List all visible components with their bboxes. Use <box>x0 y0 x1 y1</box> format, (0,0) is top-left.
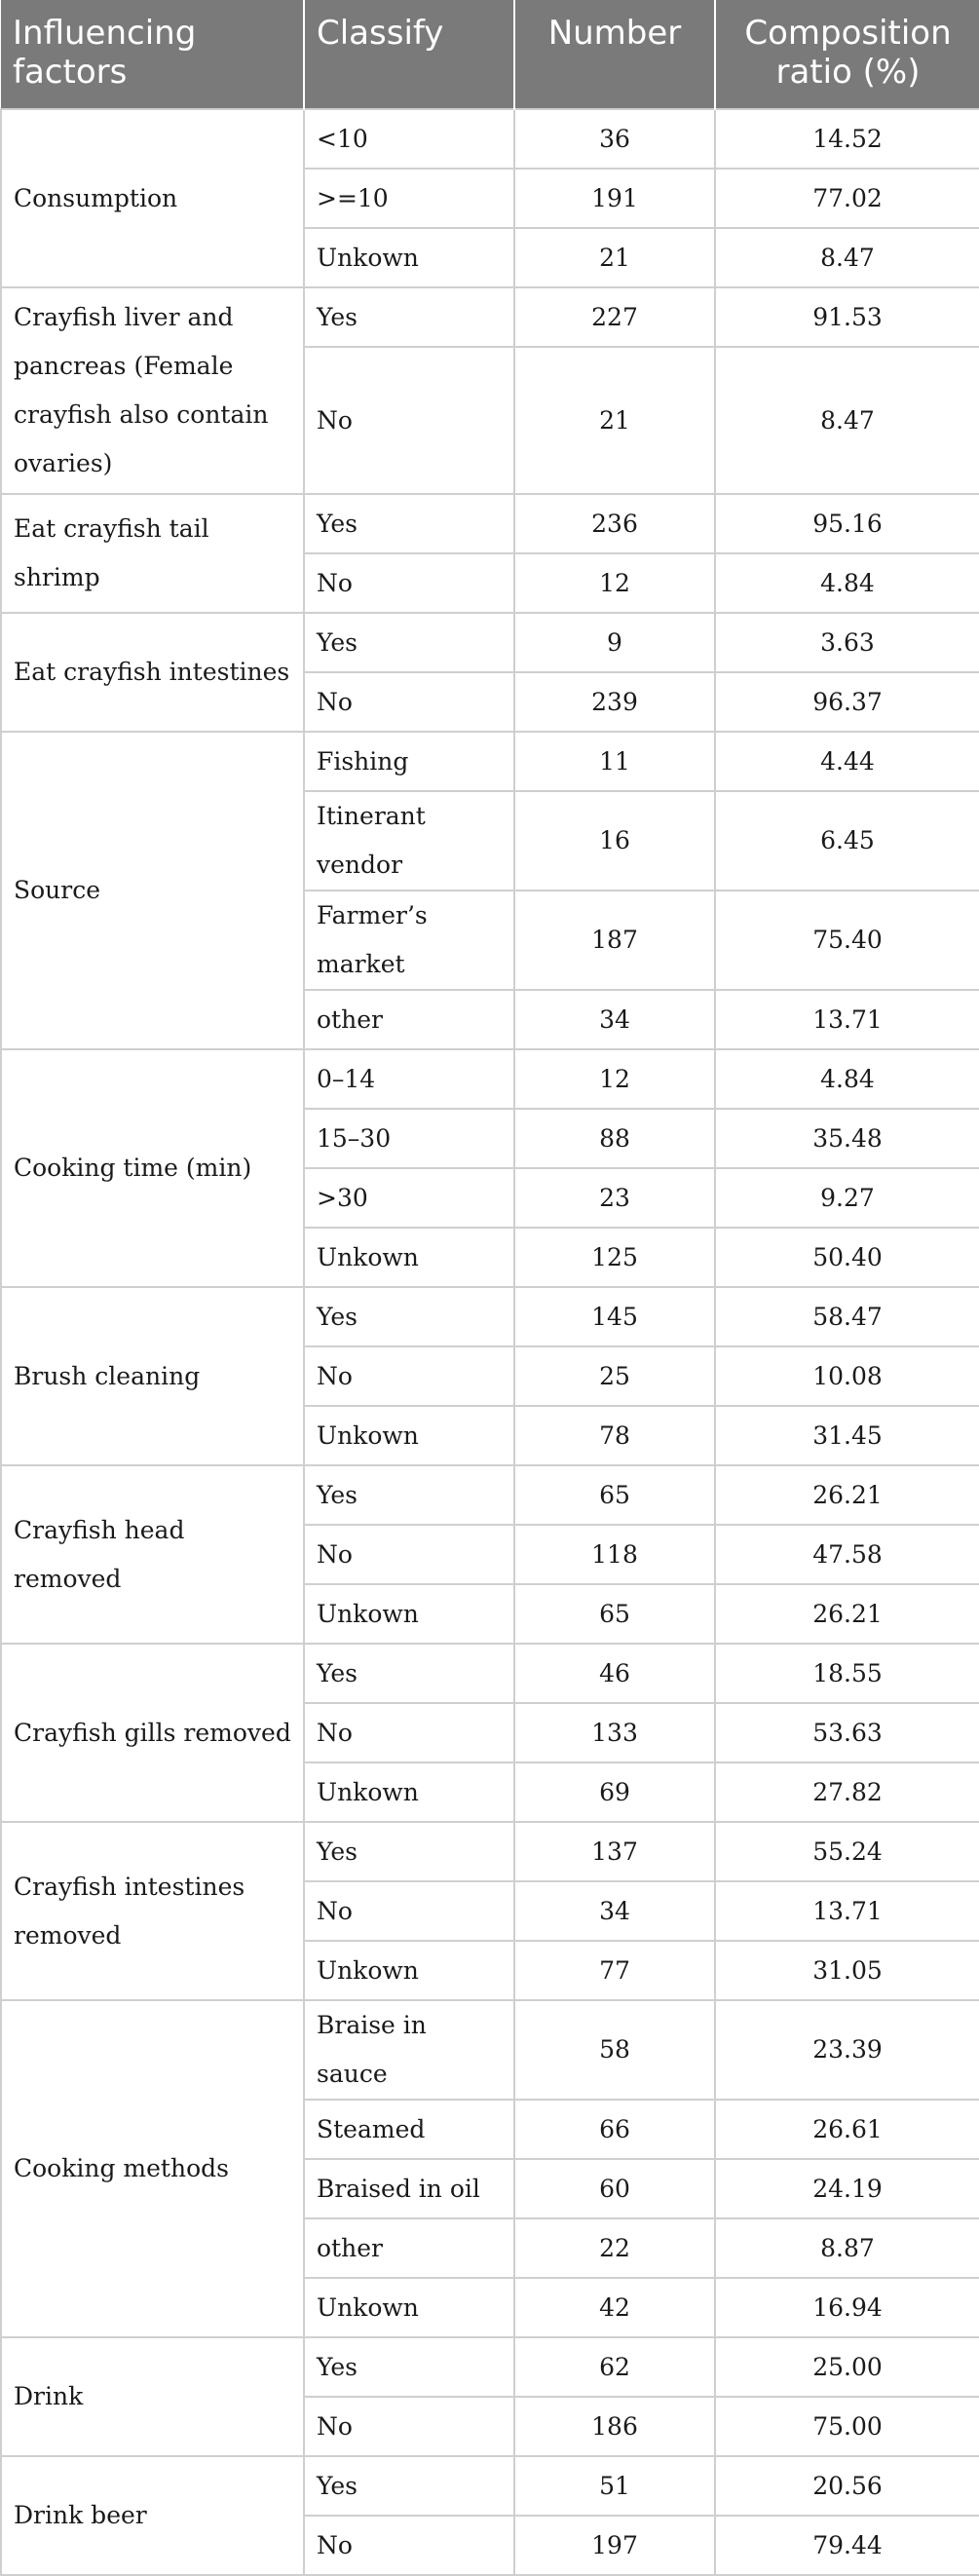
number-cell: 186 <box>514 2397 715 2456</box>
classify-cell: Yes <box>304 1644 514 1703</box>
classify-cell: 0–14 <box>304 1049 514 1109</box>
number-cell: 125 <box>514 1228 715 1287</box>
number-cell: 88 <box>514 1109 715 1168</box>
ratio-cell: 79.44 <box>715 2516 979 2575</box>
number-cell: 36 <box>514 109 715 169</box>
ratio-cell: 26.61 <box>715 2100 979 2159</box>
classify-cell: No <box>304 1525 514 1584</box>
number-cell: 65 <box>514 1584 715 1644</box>
factor-cell: Consumption <box>1 109 304 287</box>
number-cell: 21 <box>514 228 715 287</box>
ratio-cell: 4.44 <box>715 732 979 791</box>
factor-cell: Drink beer <box>1 2456 304 2575</box>
ratio-cell: 3.63 <box>715 613 979 672</box>
factor-cell: Crayfish liver and pancreas (Female crayfish also contain ovaries) <box>1 287 304 494</box>
factor-cell: Source <box>1 732 304 1049</box>
number-cell: 77 <box>514 1941 715 2000</box>
classify-cell: Yes <box>304 1287 514 1346</box>
table-row <box>1 1049 979 1109</box>
number-cell: 191 <box>514 169 715 228</box>
number-cell: 42 <box>514 2278 715 2337</box>
classify-cell: Farmer’s market <box>304 890 514 990</box>
ratio-cell: 75.00 <box>715 2397 979 2456</box>
number-cell: 145 <box>514 1287 715 1346</box>
number-cell: 187 <box>514 890 715 990</box>
number-cell: 22 <box>514 2218 715 2278</box>
ratio-cell: 8.47 <box>715 347 979 494</box>
number-cell: 65 <box>514 1465 715 1525</box>
table-row <box>1 287 979 347</box>
ratio-cell: 13.71 <box>715 990 979 1049</box>
table-row <box>1 1644 979 1703</box>
ratio-cell: 16.94 <box>715 2278 979 2337</box>
table-row <box>1 2456 979 2516</box>
classify-cell: Yes <box>304 1822 514 1881</box>
factor-cell: Brush cleaning <box>1 1287 304 1465</box>
number-cell: 69 <box>514 1762 715 1822</box>
ratio-cell: 27.82 <box>715 1762 979 1822</box>
table-row <box>1 1465 979 1525</box>
ratio-cell: 50.40 <box>715 1228 979 1287</box>
ratio-cell: 10.08 <box>715 1346 979 1406</box>
classify-cell: >=10 <box>304 169 514 228</box>
ratio-cell: 8.87 <box>715 2218 979 2278</box>
classify-cell: Braise in sauce <box>304 2000 514 2100</box>
classify-cell: No <box>304 1346 514 1406</box>
ratio-cell: 26.21 <box>715 1584 979 1644</box>
header-number: Number <box>514 0 715 109</box>
ratio-cell: 25.00 <box>715 2337 979 2397</box>
number-cell: 23 <box>514 1168 715 1228</box>
classify-cell: Braised in oil <box>304 2159 514 2218</box>
number-cell: 137 <box>514 1822 715 1881</box>
classify-cell: Yes <box>304 287 514 347</box>
ratio-cell: 20.56 <box>715 2456 979 2516</box>
table-row <box>1 1822 979 1881</box>
factor-cell: Cooking time (min) <box>1 1049 304 1287</box>
ratio-cell: 47.58 <box>715 1525 979 1584</box>
classify-cell: No <box>304 1703 514 1762</box>
ratio-cell: 6.45 <box>715 791 979 890</box>
classify-cell: Unkown <box>304 2278 514 2337</box>
factor-cell: Eat crayfish intestines <box>1 613 304 732</box>
factor-cell: Crayfish head removed <box>1 1465 304 1644</box>
table-row <box>1 732 979 791</box>
factor-cell: Cooking methods <box>1 2000 304 2337</box>
number-cell: 66 <box>514 2100 715 2159</box>
classify-cell: <10 <box>304 109 514 169</box>
header-row <box>1 0 979 109</box>
classify-cell: Fishing <box>304 732 514 791</box>
factor-cell: Crayfish gills removed <box>1 1644 304 1822</box>
classify-cell: Unkown <box>304 1941 514 2000</box>
classify-cell: Yes <box>304 613 514 672</box>
number-cell: 239 <box>514 672 715 732</box>
factor-cell: Drink <box>1 2337 304 2456</box>
ratio-cell: 4.84 <box>715 553 979 613</box>
number-cell: 78 <box>514 1406 715 1465</box>
classify-cell: other <box>304 2218 514 2278</box>
number-cell: 25 <box>514 1346 715 1406</box>
number-cell: 21 <box>514 347 715 494</box>
number-cell: 197 <box>514 2516 715 2575</box>
ratio-cell: 75.40 <box>715 890 979 990</box>
ratio-cell: 58.47 <box>715 1287 979 1346</box>
ratio-cell: 77.02 <box>715 169 979 228</box>
classify-cell: 15–30 <box>304 1109 514 1168</box>
classify-cell: Unkown <box>304 1584 514 1644</box>
classify-cell: No <box>304 672 514 732</box>
classify-cell: Unkown <box>304 1228 514 1287</box>
ratio-cell: 18.55 <box>715 1644 979 1703</box>
classify-cell: No <box>304 553 514 613</box>
number-cell: 133 <box>514 1703 715 1762</box>
factor-cell: Eat crayfish tail shrimp <box>1 494 304 613</box>
ratio-cell: 95.16 <box>715 494 979 553</box>
header-composition-ratio: Composition ratio (%) <box>715 0 979 109</box>
classify-cell: other <box>304 990 514 1049</box>
classify-cell: No <box>304 2397 514 2456</box>
number-cell: 227 <box>514 287 715 347</box>
header-influencing-factors: Influencing factors <box>1 0 304 109</box>
classify-cell: No <box>304 1881 514 1941</box>
ratio-cell: 53.63 <box>715 1703 979 1762</box>
number-cell: 51 <box>514 2456 715 2516</box>
table-row <box>1 613 979 672</box>
ratio-cell: 91.53 <box>715 287 979 347</box>
classify-cell: Steamed <box>304 2100 514 2159</box>
number-cell: 12 <box>514 553 715 613</box>
ratio-cell: 13.71 <box>715 1881 979 1941</box>
number-cell: 12 <box>514 1049 715 1109</box>
classify-cell: Yes <box>304 2337 514 2397</box>
classify-cell: Itinerant vendor <box>304 791 514 890</box>
table-row <box>1 2000 979 2100</box>
number-cell: 9 <box>514 613 715 672</box>
classify-cell: Yes <box>304 1465 514 1525</box>
ratio-cell: 4.84 <box>715 1049 979 1109</box>
number-cell: 34 <box>514 1881 715 1941</box>
classify-cell: Unkown <box>304 1762 514 1822</box>
table-row <box>1 1287 979 1346</box>
ratio-cell: 8.47 <box>715 228 979 287</box>
classify-cell: Yes <box>304 2456 514 2516</box>
table-header <box>1 0 979 109</box>
classify-cell: Yes <box>304 494 514 553</box>
ratio-cell: 24.19 <box>715 2159 979 2218</box>
table-body <box>1 109 979 2575</box>
number-cell: 46 <box>514 1644 715 1703</box>
classify-cell: No <box>304 2516 514 2575</box>
table-row <box>1 494 979 553</box>
ratio-cell: 14.52 <box>715 109 979 169</box>
number-cell: 118 <box>514 1525 715 1584</box>
classify-cell: Unkown <box>304 228 514 287</box>
table-row <box>1 2337 979 2397</box>
number-cell: 62 <box>514 2337 715 2397</box>
ratio-cell: 31.05 <box>715 1941 979 2000</box>
number-cell: 16 <box>514 791 715 890</box>
ratio-cell: 26.21 <box>715 1465 979 1525</box>
ratio-cell: 55.24 <box>715 1822 979 1881</box>
ratio-cell: 31.45 <box>715 1406 979 1465</box>
ratio-cell: 23.39 <box>715 2000 979 2100</box>
table-row <box>1 109 979 169</box>
factor-cell: Crayfish intestines removed <box>1 1822 304 2000</box>
number-cell: 60 <box>514 2159 715 2218</box>
ratio-cell: 9.27 <box>715 1168 979 1228</box>
number-cell: 58 <box>514 2000 715 2100</box>
classify-cell: Unkown <box>304 1406 514 1465</box>
header-classify: Classify <box>304 0 514 109</box>
ratio-cell: 96.37 <box>715 672 979 732</box>
ratio-cell: 35.48 <box>715 1109 979 1168</box>
classify-cell: >30 <box>304 1168 514 1228</box>
classify-cell: No <box>304 347 514 494</box>
number-cell: 11 <box>514 732 715 791</box>
number-cell: 236 <box>514 494 715 553</box>
number-cell: 34 <box>514 990 715 1049</box>
